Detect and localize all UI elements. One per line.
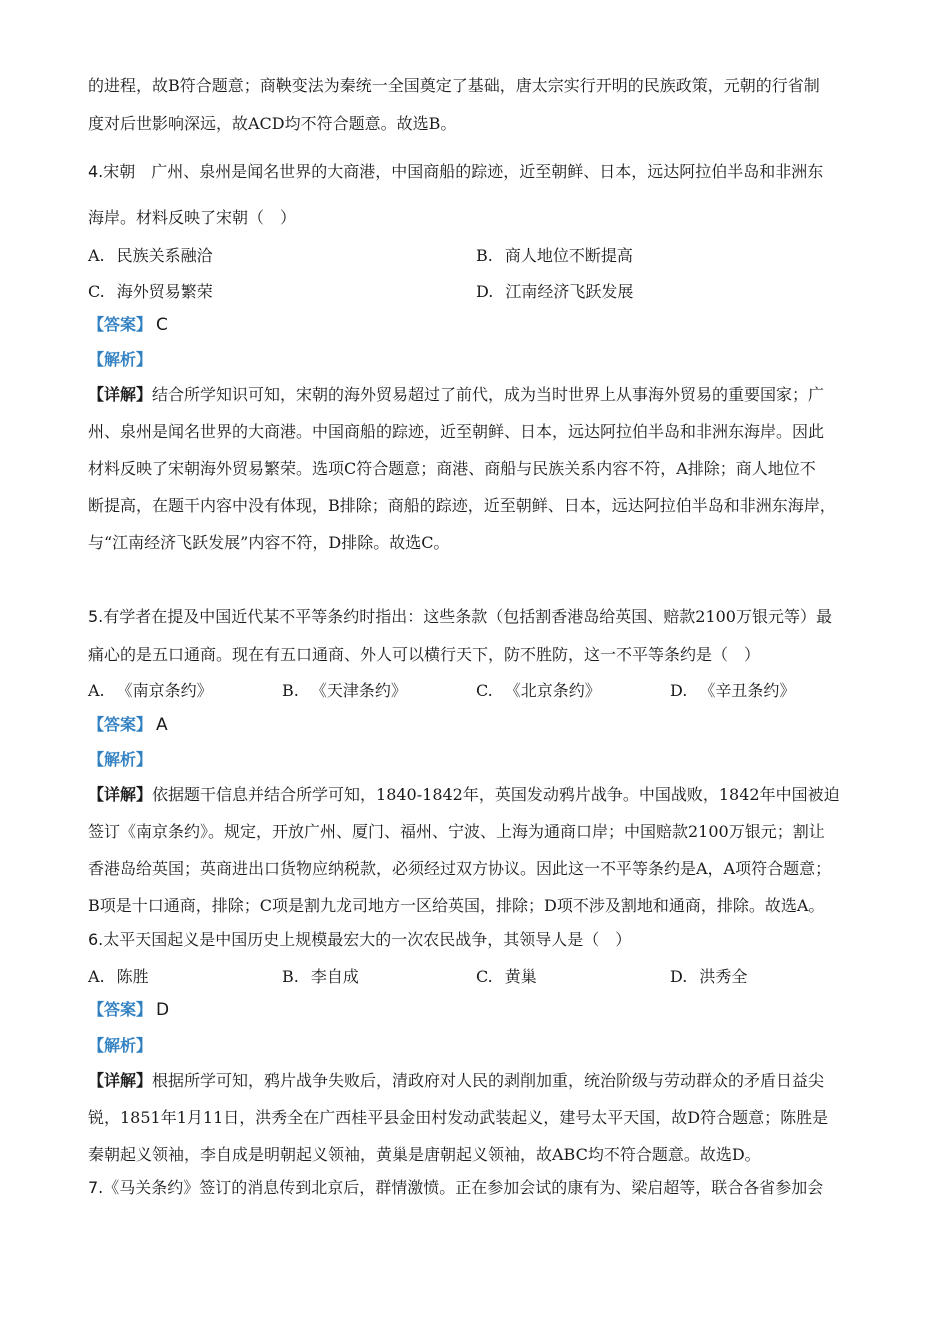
q5-detail-line-1: 【详解】依据题干信息并结合所学可知，1840-1842年，英国发动鸦片战争。中国战败，1842年中国被迫 (88, 785, 840, 804)
q5-detail-line-2: 签订《南京条约》。规定，开放广州、厦门、福州、宁波、上海为通商口岸；中国赔款2100万银元；割让 (88, 822, 825, 841)
q4-option-d: D. 江南经济飞跃发展 (476, 282, 634, 301)
q4-answer: 【答案】 C (88, 315, 168, 335)
q5-option-a: A. 《南京条约》 (88, 681, 213, 700)
q4-detail-line-5: 与“江南经济飞跃发展”内容不符，D排除。故选C。 (88, 533, 450, 552)
q4-stem-line-2: 海岸。材料反映了宋朝（ ） (88, 208, 297, 227)
q6-analysis-tag: 【解析】 (88, 1036, 153, 1055)
q6-detail-line-2: 锐，1851年1月11日，洪秀全在广西桂平县金田村发动武装起义，建号太平天国，故D符合题意；陈胜是 (88, 1108, 829, 1127)
q6-option-d: D. 洪秀全 (670, 967, 748, 986)
q6-detail-line-3: 秦朝起义领袖，李自成是明朝起义领袖，黄巢是唐朝起义领袖，故ABC均不符合题意。故选D。 (88, 1145, 761, 1164)
q5-option-b: B. 《天津条约》 (282, 681, 407, 700)
q5-option-d: D. 《辛丑条约》 (670, 681, 796, 700)
q4-stem-line-1 (88, 160, 823, 184)
q6-answer: 【答案】 D (88, 1000, 170, 1020)
q4-option-a: A. 民族关系融洽 (88, 246, 213, 265)
q6-detail-line-1: 【详解】根据所学可知，鸦片战争失败后，清政府对人民的剥削加重，统治阶级与劳动群众的矛盾日益尖 (88, 1071, 825, 1090)
q5-number: 5. (88, 607, 104, 626)
q5-stem-text-1: 有学者在提及中国近代某不平等条约时指出：这些条款（包括割香港岛给英国、赔款2100万银元等）最 (103, 607, 832, 626)
q5-option-c: C. 《北京条约》 (476, 681, 601, 700)
q5-answer: 【答案】 A (88, 715, 168, 735)
q4-detail-line-4: 断提高，在题干内容中没有体现，B排除；商船的踪迹，近至朝鲜、日本，远达阿拉伯半岛和非洲东海岸， (88, 496, 836, 515)
q7-stem-text-1: 《马关条约》签订的消息传到北京后，群情激愤。正在参加会试的康有为、梁启超等，联合各省参加会 (103, 1178, 824, 1197)
prev-explanation-line-2: 度对后世影响深远，故ACD均不符合题意。故选B。 (88, 114, 457, 133)
prev-explanation-line-1: 的进程，故B符合题意；商鞅变法为秦统一全国奠定了基础，唐太宗实行开明的民族政策，元朝的行省制 (88, 76, 820, 95)
q5-stem-line-1 (88, 605, 832, 629)
q4-detail-line-1: 【详解】结合所学知识可知，宋朝的海外贸易超过了前代，成为当时世界上从事海外贸易的重要国家；广 (88, 385, 825, 404)
q4-option-c: C. 海外贸易繁荣 (88, 282, 213, 301)
q4-number: 4. (88, 162, 104, 181)
q7-number: 7. (88, 1178, 104, 1197)
q6-option-c: C. 黄巢 (476, 967, 537, 986)
q5-stem-line-2: 痛心的是五口通商。现在有五口通商、外人可以横行天下，防不胜防，这一不平等条约是（ ） (88, 645, 761, 664)
q6-stem-line-1 (88, 928, 631, 952)
q4-option-b: B. 商人地位不断提高 (476, 246, 633, 265)
q6-option-b: B. 李自成 (282, 967, 359, 986)
q5-analysis-tag: 【解析】 (88, 750, 153, 769)
q4-stem-text-1: 宋朝 广州、泉州是闻名世界的大商港，中国商船的踪迹，近至朝鲜、日本，远达阿拉伯半岛和非洲东 (103, 162, 824, 181)
q5-detail-line-4: B项是十口通商，排除；C项是割九龙司地方一区给英国，排除；D项不涉及割地和通商，排除。故选A。 (88, 896, 825, 915)
q4-detail-line-3: 材料反映了宋朝海外贸易繁荣。选项C符合题意；商港、商船与民族关系内容不符，A排除；商人地位不 (88, 459, 816, 478)
q7-stem-line-1 (88, 1176, 823, 1200)
q5-detail-line-3: 香港岛给英国；英商进出口货物应纳税款，必须经过双方协议。因此这一不平等条约是A，A项符合题意； (88, 859, 832, 878)
q6-stem-text-1: 太平天国起义是中国历史上规模最宏大的一次农民战争，其领导人是（ ） (103, 930, 632, 949)
q4-analysis-tag: 【解析】 (88, 350, 153, 369)
q6-number: 6. (88, 930, 104, 949)
q6-option-a: A. 陈胜 (88, 967, 149, 986)
q4-detail-line-2: 州、泉州是闻名世界的大商港。中国商船的踪迹，近至朝鲜、日本，远达阿拉伯半岛和非洲东海岸。因此 (88, 422, 825, 441)
